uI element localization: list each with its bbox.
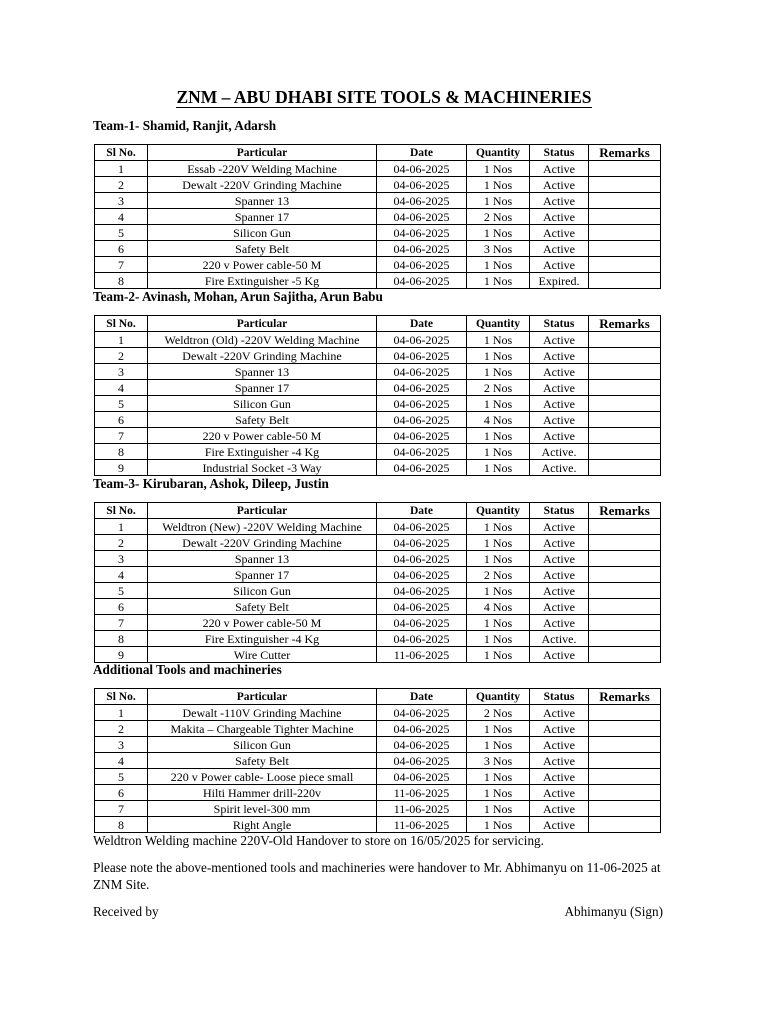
cell-sl-no: 9: [95, 647, 148, 663]
cell-remarks: [589, 801, 661, 817]
cell-sl-no: 3: [95, 737, 148, 753]
cell-remarks: [589, 551, 661, 567]
cell-status: Expired.: [530, 273, 589, 289]
cell-sl-no: 8: [95, 631, 148, 647]
column-header-date: Date: [377, 316, 467, 332]
cell-quantity: 1 Nos: [467, 161, 530, 177]
cell-date: 04-06-2025: [377, 769, 467, 785]
table-row: [95, 519, 661, 535]
cell-remarks: [589, 567, 661, 583]
cell-status: Active: [530, 209, 589, 225]
cell-status: Active: [530, 225, 589, 241]
cell-particular: Industrial Socket -3 Way: [148, 460, 377, 476]
cell-date: 04-06-2025: [377, 460, 467, 476]
cell-particular: Spanner 13: [148, 364, 377, 380]
cell-status: Active: [530, 177, 589, 193]
cell-quantity: 1 Nos: [467, 225, 530, 241]
cell-particular: Dewalt -110V Grinding Machine: [148, 705, 377, 721]
cell-date: 04-06-2025: [377, 721, 467, 737]
column-header-sl-no: Sl No.: [95, 145, 148, 161]
cell-quantity: 2 Nos: [467, 567, 530, 583]
table-row: [95, 535, 661, 551]
cell-remarks: [589, 583, 661, 599]
table-row: [95, 817, 661, 833]
cell-status: Active: [530, 396, 589, 412]
column-header-status: Status: [530, 689, 589, 705]
cell-sl-no: 4: [95, 209, 148, 225]
table-row: [95, 209, 661, 225]
cell-status: Active: [530, 412, 589, 428]
cell-sl-no: 7: [95, 257, 148, 273]
table-additional-tools: [94, 688, 661, 833]
cell-particular: Spanner 13: [148, 551, 377, 567]
cell-date: 04-06-2025: [377, 567, 467, 583]
column-header-status: Status: [530, 316, 589, 332]
table-row: [95, 615, 661, 631]
table-row: [95, 225, 661, 241]
cell-status: Active: [530, 380, 589, 396]
cell-quantity: 1 Nos: [467, 647, 530, 663]
table-row: [95, 444, 661, 460]
cell-particular: Spanner 17: [148, 567, 377, 583]
cell-quantity: 1 Nos: [467, 460, 530, 476]
table-row: [95, 241, 661, 257]
column-header-date: Date: [377, 503, 467, 519]
cell-status: Active: [530, 161, 589, 177]
cell-status: Active: [530, 241, 589, 257]
cell-remarks: [589, 161, 661, 177]
column-header-quantity: Quantity: [467, 145, 530, 161]
cell-sl-no: 3: [95, 551, 148, 567]
table-team-2: [94, 315, 661, 476]
table-row: [95, 583, 661, 599]
cell-quantity: 1 Nos: [467, 615, 530, 631]
cell-quantity: 1 Nos: [467, 785, 530, 801]
section-heading-team-1: Team-1- Shamid, Ranjit, Adarsh: [93, 118, 277, 133]
cell-remarks: [589, 257, 661, 273]
cell-date: 04-06-2025: [377, 631, 467, 647]
cell-quantity: 1 Nos: [467, 769, 530, 785]
cell-quantity: 1 Nos: [467, 817, 530, 833]
cell-sl-no: 6: [95, 241, 148, 257]
cell-particular: Weldtron (New) -220V Welding Machine: [148, 519, 377, 535]
cell-remarks: [589, 380, 661, 396]
cell-sl-no: 7: [95, 615, 148, 631]
cell-quantity: 2 Nos: [467, 380, 530, 396]
cell-particular: Weldtron (Old) -220V Welding Machine: [148, 332, 377, 348]
cell-date: 04-06-2025: [377, 177, 467, 193]
cell-particular: Fire Extinguisher -4 Kg: [148, 631, 377, 647]
table-row: [95, 428, 661, 444]
cell-remarks: [589, 273, 661, 289]
table-team-1: [94, 144, 661, 289]
section-heading-additional: Additional Tools and machineries: [93, 662, 282, 677]
cell-quantity: 1 Nos: [467, 273, 530, 289]
table-row: [95, 753, 661, 769]
table-row: [95, 177, 661, 193]
cell-sl-no: 4: [95, 380, 148, 396]
cell-particular: Hilti Hammer drill-220v: [148, 785, 377, 801]
table-header-row: [95, 316, 661, 332]
column-header-status: Status: [530, 503, 589, 519]
cell-status: Active: [530, 428, 589, 444]
cell-remarks: [589, 519, 661, 535]
cell-remarks: [589, 428, 661, 444]
cell-date: 11-06-2025: [377, 817, 467, 833]
cell-sl-no: 2: [95, 721, 148, 737]
column-header-remarks: Remarks: [589, 316, 661, 332]
cell-date: 04-06-2025: [377, 412, 467, 428]
cell-particular: 220 v Power cable-50 M: [148, 428, 377, 444]
cell-particular: Makita – Chargeable Tighter Machine: [148, 721, 377, 737]
cell-status: Active.: [530, 444, 589, 460]
cell-particular: Safety Belt: [148, 241, 377, 257]
cell-remarks: [589, 177, 661, 193]
cell-status: Active.: [530, 460, 589, 476]
cell-particular: Spirit level-300 mm: [148, 801, 377, 817]
cell-status: Active: [530, 737, 589, 753]
column-header-remarks: Remarks: [589, 503, 661, 519]
cell-quantity: 4 Nos: [467, 412, 530, 428]
table-row: [95, 801, 661, 817]
cell-particular: 220 v Power cable-50 M: [148, 257, 377, 273]
cell-quantity: 1 Nos: [467, 332, 530, 348]
column-header-sl-no: Sl No.: [95, 316, 148, 332]
cell-status: Active: [530, 785, 589, 801]
table-row: [95, 460, 661, 476]
handover-text: Please note the above-mentioned tools and machineries were handover to Mr. Abhimanyu on 11-06-2025 at ZNM Site.: [93, 860, 661, 892]
cell-quantity: 1 Nos: [467, 721, 530, 737]
cell-date: 04-06-2025: [377, 615, 467, 631]
cell-date: 04-06-2025: [377, 257, 467, 273]
cell-particular: Spanner 17: [148, 209, 377, 225]
table-row: [95, 705, 661, 721]
cell-quantity: 1 Nos: [467, 348, 530, 364]
cell-remarks: [589, 769, 661, 785]
cell-date: 04-06-2025: [377, 193, 467, 209]
cell-status: Active: [530, 615, 589, 631]
column-header-particular: Particular: [148, 503, 377, 519]
cell-sl-no: 1: [95, 332, 148, 348]
cell-remarks: [589, 705, 661, 721]
cell-remarks: [589, 737, 661, 753]
table-row: [95, 161, 661, 177]
cell-particular: Safety Belt: [148, 599, 377, 615]
cell-date: 04-06-2025: [377, 364, 467, 380]
cell-sl-no: 6: [95, 412, 148, 428]
cell-sl-no: 1: [95, 705, 148, 721]
cell-quantity: 1 Nos: [467, 177, 530, 193]
cell-status: Active: [530, 817, 589, 833]
cell-date: 04-06-2025: [377, 428, 467, 444]
cell-particular: Dewalt -220V Grinding Machine: [148, 177, 377, 193]
cell-status: Active: [530, 599, 589, 615]
cell-quantity: 3 Nos: [467, 753, 530, 769]
cell-remarks: [589, 209, 661, 225]
table-row: [95, 721, 661, 737]
cell-remarks: [589, 460, 661, 476]
table-team-3: [94, 502, 661, 663]
table-row: [95, 396, 661, 412]
cell-sl-no: 7: [95, 801, 148, 817]
column-header-quantity: Quantity: [467, 316, 530, 332]
cell-status: Active: [530, 769, 589, 785]
cell-date: 04-06-2025: [377, 753, 467, 769]
cell-remarks: [589, 412, 661, 428]
cell-status: Active: [530, 567, 589, 583]
cell-quantity: 1 Nos: [467, 193, 530, 209]
table-row: [95, 551, 661, 567]
table-header-row: [95, 689, 661, 705]
table-header-row: [95, 503, 661, 519]
cell-quantity: 1 Nos: [467, 551, 530, 567]
cell-status: Active: [530, 753, 589, 769]
cell-status: Active: [530, 535, 589, 551]
cell-sl-no: 5: [95, 225, 148, 241]
cell-sl-no: 2: [95, 177, 148, 193]
cell-quantity: 1 Nos: [467, 364, 530, 380]
cell-particular: Fire Extinguisher -4 Kg: [148, 444, 377, 460]
table-row: [95, 769, 661, 785]
cell-status: Active: [530, 551, 589, 567]
cell-remarks: [589, 396, 661, 412]
column-header-date: Date: [377, 689, 467, 705]
table-row: [95, 412, 661, 428]
cell-particular: Silicon Gun: [148, 396, 377, 412]
cell-quantity: 1 Nos: [467, 396, 530, 412]
cell-date: 11-06-2025: [377, 801, 467, 817]
table-row: [95, 647, 661, 663]
cell-quantity: 1 Nos: [467, 519, 530, 535]
cell-particular: Right Angle: [148, 817, 377, 833]
cell-date: 04-06-2025: [377, 396, 467, 412]
cell-remarks: [589, 647, 661, 663]
cell-particular: Wire Cutter: [148, 647, 377, 663]
cell-status: Active: [530, 519, 589, 535]
cell-status: Active: [530, 721, 589, 737]
cell-particular: 220 v Power cable- Loose piece small: [148, 769, 377, 785]
cell-particular: Spanner 17: [148, 380, 377, 396]
cell-remarks: [589, 631, 661, 647]
cell-quantity: 1 Nos: [467, 444, 530, 460]
table-row: [95, 364, 661, 380]
cell-date: 04-06-2025: [377, 444, 467, 460]
cell-remarks: [589, 241, 661, 257]
cell-remarks: [589, 364, 661, 380]
cell-date: 11-06-2025: [377, 647, 467, 663]
cell-sl-no: 4: [95, 753, 148, 769]
cell-date: 04-06-2025: [377, 705, 467, 721]
cell-remarks: [589, 225, 661, 241]
table-row: [95, 257, 661, 273]
column-header-particular: Particular: [148, 145, 377, 161]
cell-quantity: 1 Nos: [467, 257, 530, 273]
cell-status: Active.: [530, 631, 589, 647]
cell-date: 04-06-2025: [377, 535, 467, 551]
cell-sl-no: 1: [95, 161, 148, 177]
cell-status: Active: [530, 801, 589, 817]
table-row: [95, 567, 661, 583]
column-header-date: Date: [377, 145, 467, 161]
section-heading-team-2: Team-2- Avinash, Mohan, Arun Sajitha, Arun Babu: [93, 289, 383, 304]
cell-remarks: [589, 753, 661, 769]
cell-sl-no: 6: [95, 599, 148, 615]
cell-sl-no: 9: [95, 460, 148, 476]
cell-date: 04-06-2025: [377, 332, 467, 348]
cell-particular: Safety Belt: [148, 753, 377, 769]
cell-remarks: [589, 817, 661, 833]
cell-sl-no: 3: [95, 364, 148, 380]
column-header-quantity: Quantity: [467, 689, 530, 705]
cell-remarks: [589, 599, 661, 615]
cell-date: 04-06-2025: [377, 241, 467, 257]
cell-quantity: 4 Nos: [467, 599, 530, 615]
table-row: [95, 193, 661, 209]
cell-sl-no: 5: [95, 769, 148, 785]
cell-sl-no: 5: [95, 583, 148, 599]
cell-date: 04-06-2025: [377, 225, 467, 241]
cell-status: Active: [530, 364, 589, 380]
cell-date: 04-06-2025: [377, 380, 467, 396]
cell-remarks: [589, 332, 661, 348]
cell-particular: Dewalt -220V Grinding Machine: [148, 348, 377, 364]
column-header-particular: Particular: [148, 689, 377, 705]
cell-particular: Silicon Gun: [148, 225, 377, 241]
cell-date: 04-06-2025: [377, 348, 467, 364]
cell-date: 11-06-2025: [377, 785, 467, 801]
cell-quantity: 1 Nos: [467, 737, 530, 753]
cell-date: 04-06-2025: [377, 209, 467, 225]
cell-particular: 220 v Power cable-50 M: [148, 615, 377, 631]
received-by-label: Received by: [93, 904, 159, 919]
cell-particular: Fire Extinguisher -5 Kg: [148, 273, 377, 289]
column-header-status: Status: [530, 145, 589, 161]
cell-status: Active: [530, 332, 589, 348]
page-title: [0, 86, 768, 108]
cell-remarks: [589, 721, 661, 737]
table-row: [95, 332, 661, 348]
cell-status: Active: [530, 705, 589, 721]
cell-status: Active: [530, 193, 589, 209]
signature-label: Abhimanyu (Sign): [564, 904, 663, 919]
table-header-row: [95, 145, 661, 161]
table-row: [95, 737, 661, 753]
table-row: [95, 785, 661, 801]
cell-particular: Safety Belt: [148, 412, 377, 428]
column-header-particular: Particular: [148, 316, 377, 332]
cell-status: Active: [530, 583, 589, 599]
cell-sl-no: 4: [95, 567, 148, 583]
cell-particular: Spanner 13: [148, 193, 377, 209]
cell-sl-no: 3: [95, 193, 148, 209]
cell-remarks: [589, 535, 661, 551]
cell-date: 04-06-2025: [377, 583, 467, 599]
cell-sl-no: 6: [95, 785, 148, 801]
cell-remarks: [589, 785, 661, 801]
cell-date: 04-06-2025: [377, 161, 467, 177]
cell-sl-no: 5: [95, 396, 148, 412]
cell-date: 04-06-2025: [377, 737, 467, 753]
cell-sl-no: 8: [95, 817, 148, 833]
cell-date: 04-06-2025: [377, 519, 467, 535]
column-header-remarks: Remarks: [589, 145, 661, 161]
column-header-sl-no: Sl No.: [95, 689, 148, 705]
cell-remarks: [589, 193, 661, 209]
cell-quantity: 2 Nos: [467, 209, 530, 225]
cell-status: Active: [530, 647, 589, 663]
section-heading-team-3: Team-3- Kirubaran, Ashok, Dileep, Justin: [93, 476, 329, 491]
cell-date: 04-06-2025: [377, 599, 467, 615]
column-header-sl-no: Sl No.: [95, 503, 148, 519]
servicing-note: Weldtron Welding machine 220V-Old Handover to store on 16/05/2025 for servicing.: [93, 833, 544, 848]
cell-sl-no: 1: [95, 519, 148, 535]
cell-quantity: 3 Nos: [467, 241, 530, 257]
cell-quantity: 2 Nos: [467, 705, 530, 721]
table-row: [95, 380, 661, 396]
cell-remarks: [589, 615, 661, 631]
cell-particular: Essab -220V Welding Machine: [148, 161, 377, 177]
table-row: [95, 631, 661, 647]
cell-quantity: 1 Nos: [467, 801, 530, 817]
table-row: [95, 348, 661, 364]
cell-status: Active: [530, 348, 589, 364]
cell-quantity: 1 Nos: [467, 583, 530, 599]
cell-quantity: 1 Nos: [467, 535, 530, 551]
cell-date: 04-06-2025: [377, 273, 467, 289]
cell-particular: Dewalt -220V Grinding Machine: [148, 535, 377, 551]
cell-sl-no: 2: [95, 535, 148, 551]
cell-quantity: 1 Nos: [467, 428, 530, 444]
cell-remarks: [589, 444, 661, 460]
cell-quantity: 1 Nos: [467, 631, 530, 647]
cell-particular: Silicon Gun: [148, 583, 377, 599]
cell-sl-no: 2: [95, 348, 148, 364]
cell-date: 04-06-2025: [377, 551, 467, 567]
cell-particular: Silicon Gun: [148, 737, 377, 753]
page-title-text: ZNM – ABU DHABI SITE TOOLS & MACHINERIES: [176, 87, 592, 107]
table-row: [95, 599, 661, 615]
cell-status: Active: [530, 257, 589, 273]
cell-sl-no: 7: [95, 428, 148, 444]
table-row: [95, 273, 661, 289]
column-header-quantity: Quantity: [467, 503, 530, 519]
cell-sl-no: 8: [95, 444, 148, 460]
column-header-remarks: Remarks: [589, 689, 661, 705]
cell-sl-no: 8: [95, 273, 148, 289]
cell-remarks: [589, 348, 661, 364]
